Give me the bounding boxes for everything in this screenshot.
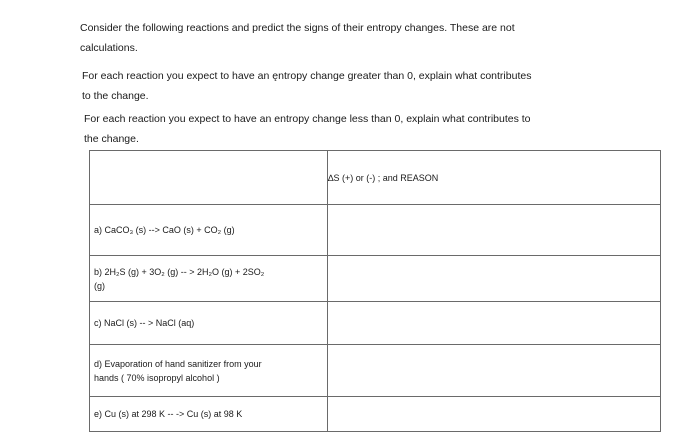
reaction-e-answer-cell[interactable] [328,397,661,432]
less-line-2: the change. [84,133,139,145]
reaction-b-line-1: b) 2H₂S (g) + 3O₂ (g) -- > 2H₂O (g) + 2SO₂ [94,266,265,277]
reaction-b-answer-cell[interactable] [328,256,661,302]
reaction-c-label: c) NaCl (s) -- > NaCl (aq) [90,302,328,345]
intro-paragraph [80,18,550,58]
less-than-zero-instruction [84,109,574,149]
reaction-b-label [90,256,328,302]
reaction-a-label: a) CaCO₃ (s) --> CaO (s) + CO₂ (g) [90,205,328,256]
less-line-1: For each reaction you expect to have an entropy change less than 0, explain what contributes to [84,113,531,125]
table-row [90,256,661,302]
intro-line-1: Consider the following reactions and predict the signs of their entropy changes. These are not [80,22,515,34]
header-empty-cell [90,151,328,205]
greater-than-zero-instruction [82,66,572,106]
reaction-d-label [90,345,328,397]
table-row [90,345,661,397]
reaction-c-answer-cell[interactable] [328,302,661,345]
table-header-row [90,151,661,205]
reaction-a-answer-cell[interactable] [328,205,661,256]
reaction-d-answer-cell[interactable] [328,345,661,397]
table-row [90,397,661,432]
table-row [90,205,661,256]
reaction-d-line-1: d) Evaporation of hand sanitizer from your [94,358,262,369]
entropy-table [89,150,661,432]
header-delta-s-reason: ∆S (+) or (-) ; and REASON [328,151,661,205]
reaction-d-line-2: hands ( 70% isopropyl alcohol ) [94,372,220,383]
intro-line-2: calculations. [80,42,138,54]
reaction-b-line-2: (g) [94,280,105,291]
table-row [90,302,661,345]
greater-line-1: For each reaction you expect to have an ęntropy change greater than 0, explain what contributes [82,70,532,82]
greater-line-2: to the change. [82,90,149,102]
reaction-e-label: e) Cu (s) at 298 K -- -> Cu (s) at 98 K [90,397,328,432]
